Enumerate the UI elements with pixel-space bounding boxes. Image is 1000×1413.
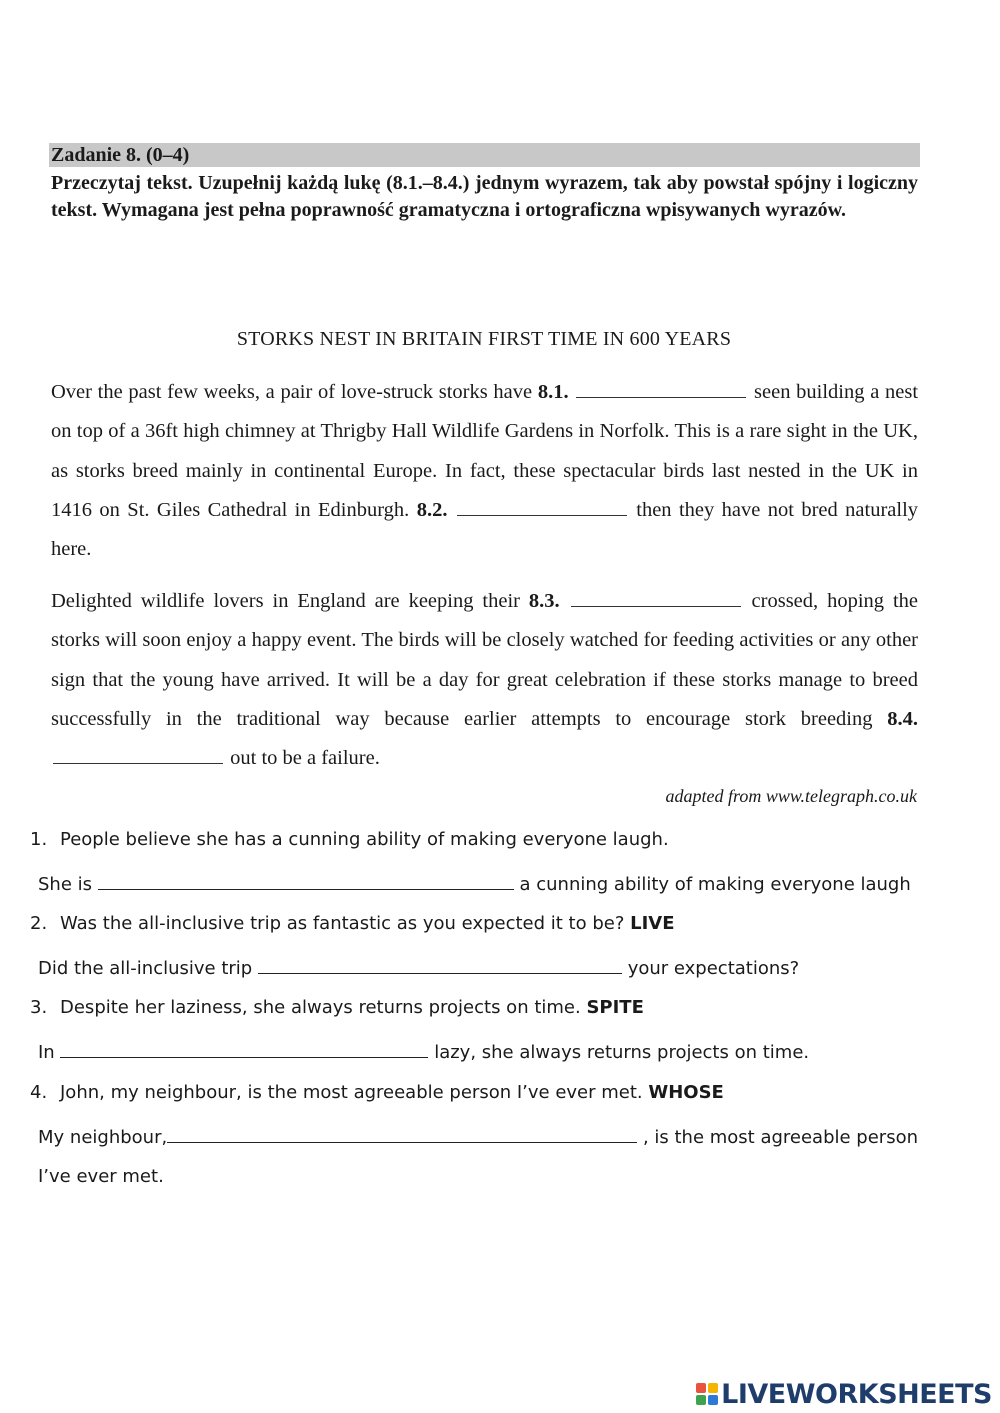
- exercise-question-4: [30, 1082, 724, 1103]
- gap-blank-8-1[interactable]: [576, 379, 746, 398]
- gap-blank-8-2[interactable]: [457, 497, 627, 516]
- question-text: Despite her laziness, she always returns projects on time.: [60, 997, 581, 1018]
- paragraph-text: then they have not bred naturally here.: [51, 498, 919, 561]
- gap-number: 8.4.: [887, 707, 919, 730]
- article-paragraph-2: [51, 582, 918, 778]
- question-text: People believe she has a cunning ability of making everyone laugh.: [60, 829, 669, 850]
- task-header: Zadanie 8. (0–4): [49, 143, 920, 167]
- question-number: 4.: [30, 1082, 48, 1103]
- question-text: John, my neighbour, is the most agreeable person I’ve ever met.: [60, 1082, 643, 1103]
- answer-suffix: your expectations?: [627, 958, 800, 979]
- paragraph-text: seen building a nest on top of a 36ft high chimney at Thrigby Hall Wildlife Gardens in Norfolk. This is a rare sight in the UK, as storks breed mainly in continental Europe. In fact, these spectacular birds last nested in the UK in 1416 on St. Giles Cathedral in Edinburgh.: [51, 381, 919, 521]
- keyword: SPITE: [586, 997, 644, 1018]
- question-number: 2.: [30, 913, 48, 934]
- question-number: 1.: [30, 829, 48, 850]
- exercise-question-2: [30, 913, 675, 934]
- answer-blank-3[interactable]: [60, 1039, 428, 1058]
- answer-suffix: , is the most agreeable person: [642, 1127, 919, 1148]
- paragraph-text: crossed, hoping the storks will soon enjoy a happy event. The birds will be closely watched for feeding activities or any other sign that the young have arrived. It will be a day for great celebration if these storks manage to breed successfully in the traditional way because earlier attempts to encourage stork breeding: [51, 590, 919, 730]
- answer-prefix: Did the all-inclusive trip: [38, 958, 253, 979]
- answer-blank-2[interactable]: [258, 955, 622, 974]
- answer-suffix-line-2: I’ve ever met.: [38, 1166, 164, 1187]
- gap-number: 8.2.: [416, 498, 448, 521]
- exercise-answer-4: [38, 1124, 918, 1148]
- keyword: WHOSE: [648, 1082, 724, 1103]
- exercise-answer-3: [38, 1039, 809, 1063]
- answer-prefix: She is: [38, 874, 93, 895]
- exercise-question-3: [30, 997, 644, 1018]
- answer-suffix: lazy, she always returns projects on time.: [434, 1042, 810, 1063]
- question-text: Was the all-inclusive trip as fantastic as you expected it to be?: [60, 913, 625, 934]
- task-instructions: Przeczytaj tekst. Uzupełnij każdą lukę (8.1.–8.4.) jednym wyrazem, tak aby powstał spójny i logiczny tekst. Wymagana jest pełna poprawność gramatyczna i ortograficzna wpisywanych wyrazów.: [51, 172, 918, 221]
- liveworksheets-logo-icon: [696, 1383, 718, 1405]
- article-paragraph-1: [51, 373, 918, 569]
- answer-prefix: My neighbour,: [38, 1127, 168, 1148]
- article-title-text: STORKS NEST IN BRITAIN FIRST TIME IN 600 YEARS: [236, 328, 732, 350]
- paragraph-text: Over the past few weeks, a pair of love-struck storks have: [51, 381, 533, 403]
- paragraph-text: out to be a failure.: [230, 747, 380, 770]
- gap-blank-8-4[interactable]: [53, 745, 223, 764]
- keyword: LIVE: [630, 913, 675, 934]
- gap-number: 8.3.: [528, 590, 560, 612]
- answer-prefix: In: [38, 1042, 55, 1063]
- liveworksheets-logo: [696, 1378, 992, 1410]
- exercise-answer-2: [38, 955, 799, 979]
- article-source: adapted from www.telegraph.co.uk: [665, 786, 917, 806]
- paragraph-text: Delighted wildlife lovers in England are keeping their: [51, 590, 520, 612]
- answer-blank-1[interactable]: [98, 871, 514, 890]
- article-title: [0, 326, 1000, 352]
- logo-text: LIVEWORKSHEETS: [721, 1378, 992, 1410]
- exercise-question-1: [30, 829, 669, 850]
- answer-suffix: a cunning ability of making everyone laugh: [519, 874, 911, 895]
- gap-blank-8-3[interactable]: [571, 588, 741, 607]
- question-number: 3.: [30, 997, 48, 1018]
- exercise-answer-4-line-2: [38, 1166, 164, 1187]
- answer-blank-4[interactable]: [167, 1124, 637, 1143]
- gap-number: 8.1.: [537, 381, 569, 403]
- exercise-answer-1: [38, 871, 911, 895]
